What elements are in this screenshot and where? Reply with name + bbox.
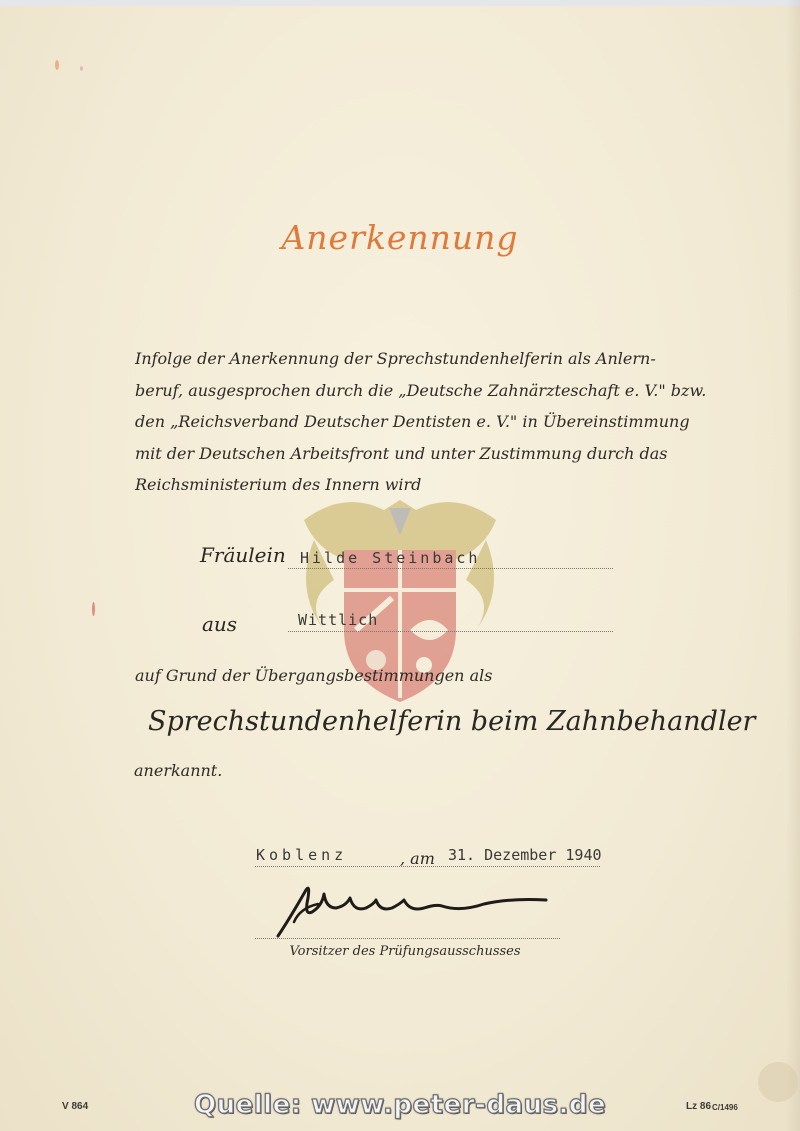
- name-label: Fräulein: [200, 543, 286, 567]
- paragraph-line: den „Reichsverband Deutscher Dentisten e. V." in Übereinstimmung: [135, 412, 690, 432]
- document-title: Anerkennung: [281, 218, 519, 257]
- name-dotted-line: [288, 568, 613, 569]
- paper-stain: [55, 60, 59, 70]
- date-dotted-line: [255, 866, 600, 867]
- date-connector: , am: [400, 849, 435, 868]
- paper-stain: [92, 602, 95, 616]
- place-name: Koblenz: [256, 846, 348, 864]
- paragraph-line: beruf, ausgesprochen durch die „Deutsche Zahnärzteschaft e. V." bzw.: [135, 380, 707, 400]
- paragraph-line: Infolge der Anerkennung der Sprechstundenhelferin als Anlern-: [135, 349, 656, 368]
- recognized-text: anerkannt.: [134, 761, 223, 780]
- profession-title: Sprechstundenhelferin beim Zahnbehandler: [148, 706, 756, 737]
- handwritten-signature: [270, 878, 560, 938]
- paper-edge-shadow: [786, 0, 800, 1131]
- paragraph-line: Reichsministerium des Innern wird: [135, 475, 422, 495]
- paper-stain: [758, 1062, 798, 1102]
- paragraph-line: mit der Deutschen Arbeitsfront und unter Zustimmung durch das: [135, 443, 668, 463]
- form-code-right: Lz 86: [686, 1101, 712, 1112]
- basis-line: auf Grund der Übergangsbestimmungen als: [135, 666, 493, 685]
- signature-dotted-line: [255, 938, 560, 939]
- recognition-paragraph: [135, 343, 707, 501]
- issue-date: 31. Dezember 1940: [448, 846, 602, 864]
- source-watermark: Quelle: www.peter-daus.de: [194, 1090, 607, 1120]
- origin-value: Wittlich: [298, 611, 379, 629]
- scan-top-edge: [0, 0, 800, 6]
- origin-dotted-line: [288, 631, 613, 632]
- name-value: Hilde Steinbach: [300, 549, 481, 567]
- origin-label: aus: [202, 612, 238, 636]
- paper-stain: [80, 66, 83, 71]
- signature-caption: Vorsitzer des Prüfungsausschusses: [289, 944, 521, 959]
- form-code-left: V 864: [62, 1101, 89, 1112]
- form-subcode-right: C/1496: [712, 1103, 738, 1112]
